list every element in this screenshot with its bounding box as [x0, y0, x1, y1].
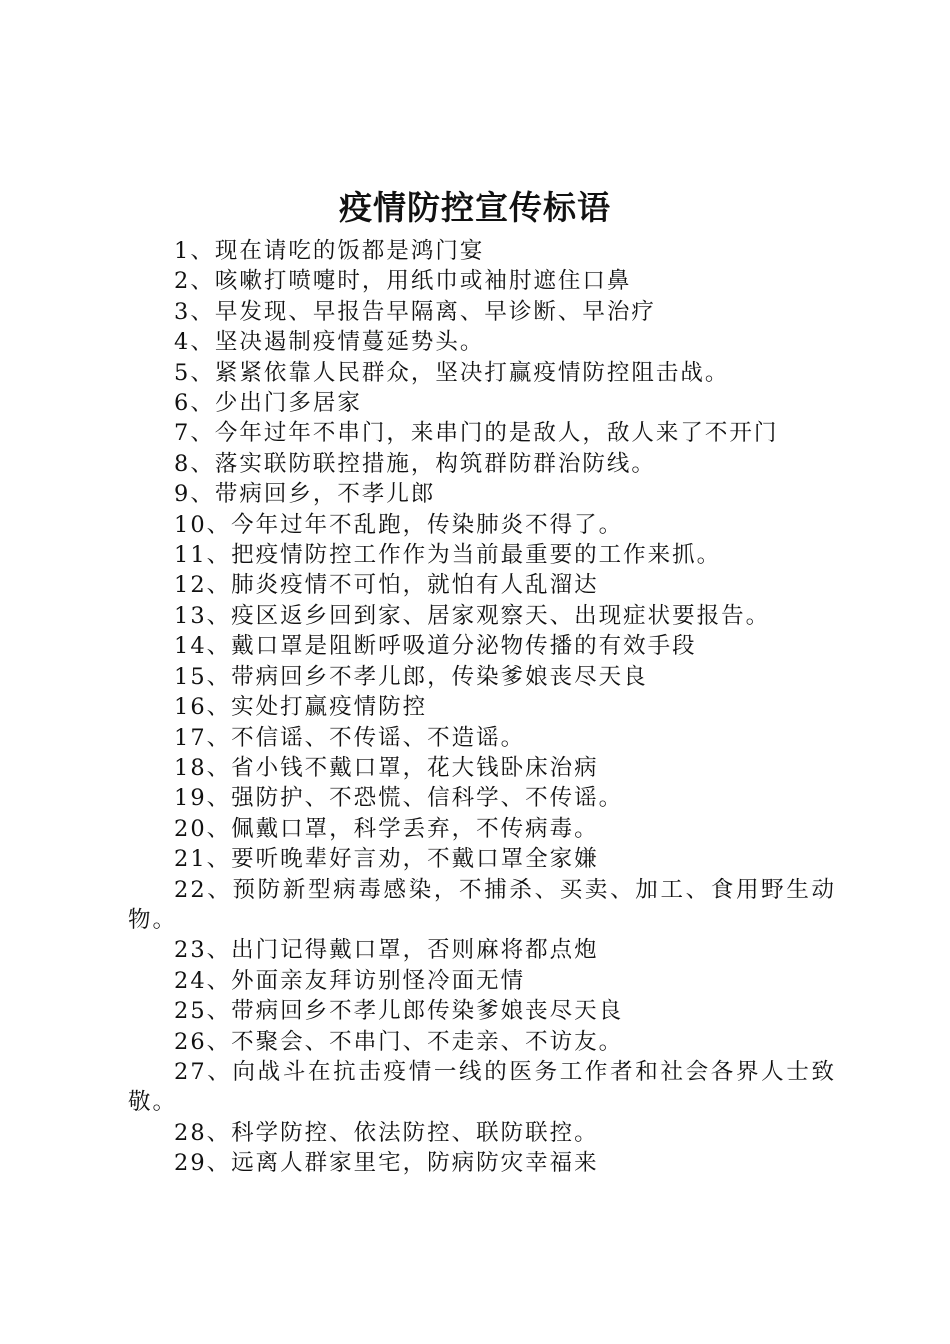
slogan-item: 18、省小钱不戴口罩，花大钱卧床治病: [174, 754, 599, 781]
slogan-item: 9、带病回乡，不孝儿郎: [174, 481, 436, 508]
slogan-list: [128, 236, 836, 1179]
slogan-item: 28、科学防控、依法防控、联防联控。: [174, 1119, 599, 1146]
slogan-item: 10、今年过年不乱跑，传染肺炎不得了。: [174, 511, 624, 538]
slogan-item: 27、向战斗在抗击疫情一线的医务工作者和社会各界人士致敬。: [128, 1058, 836, 1116]
slogan-item: 16、实处打赢疫情防控: [174, 694, 428, 721]
slogan-item: 12、肺炎疫情不可怕，就怕有人乱溜达: [174, 572, 599, 599]
slogan-item: 7、今年过年不串门，来串门的是敌人，敌人来了不开门: [174, 420, 779, 447]
slogan-item: 5、紧紧依靠人民群众，坚决打赢疫情防控阻击战。: [174, 359, 730, 386]
slogan-item: 13、疫区返乡回到家、居家观察天、出现症状要报告。: [174, 602, 771, 629]
slogan-item: 15、带病回乡不孝儿郎，传染爹娘丧尽天良: [174, 663, 648, 690]
slogan-item: 19、强防护、不恐慌、信科学、不传谣。: [174, 785, 624, 812]
slogan-item: 1、现在请吃的饭都是鸿门宴: [174, 238, 485, 264]
slogan-item: 20、佩戴口罩，科学丢弃，不传病毒。: [174, 815, 599, 842]
slogan-item: 22、预防新型病毒感染，不捕杀、买卖、加工、食用野生动物。: [128, 876, 836, 933]
slogan-item: 24、外面亲友拜访别怪冷面无情: [174, 967, 526, 994]
slogan-item: 11、把疫情防控工作作为当前最重要的工作来抓。: [174, 542, 722, 569]
slogan-item: 14、戴口罩是阻断呼吸道分泌物传播的有效手段: [174, 633, 697, 660]
slogan-item: 4、坚决遏制疫情蔓延势头。: [174, 329, 485, 356]
slogan-item: 23、出门记得戴口罩，否则麻将都点炮: [174, 937, 599, 964]
slogan-item: 8、落实联防联控措施，构筑群防群治防线。: [174, 450, 656, 477]
slogan-item: 3、早发现、早报告早隔离、早诊断、早治疗: [174, 298, 656, 325]
slogan-item: 26、不聚会、不串门、不走亲、不访友。: [174, 1028, 624, 1055]
slogan-item: 6、少出门多居家: [174, 390, 362, 417]
slogan-item: 2、咳嗽打喷嚏时，用纸巾或袖肘遮住口鼻: [174, 268, 632, 295]
slogan-item: 17、不信谣、不传谣、不造谣。: [174, 724, 526, 751]
document-title: 疫情防控宣传标语: [339, 188, 611, 227]
slogan-item: 29、远离人群家里宅，防病防灾幸福来: [174, 1150, 599, 1177]
slogan-item: 21、要听晚辈好言劝，不戴口罩全家嫌: [174, 846, 599, 873]
slogan-item: 25、带病回乡不孝儿郎传染爹娘丧尽天良: [174, 998, 624, 1025]
